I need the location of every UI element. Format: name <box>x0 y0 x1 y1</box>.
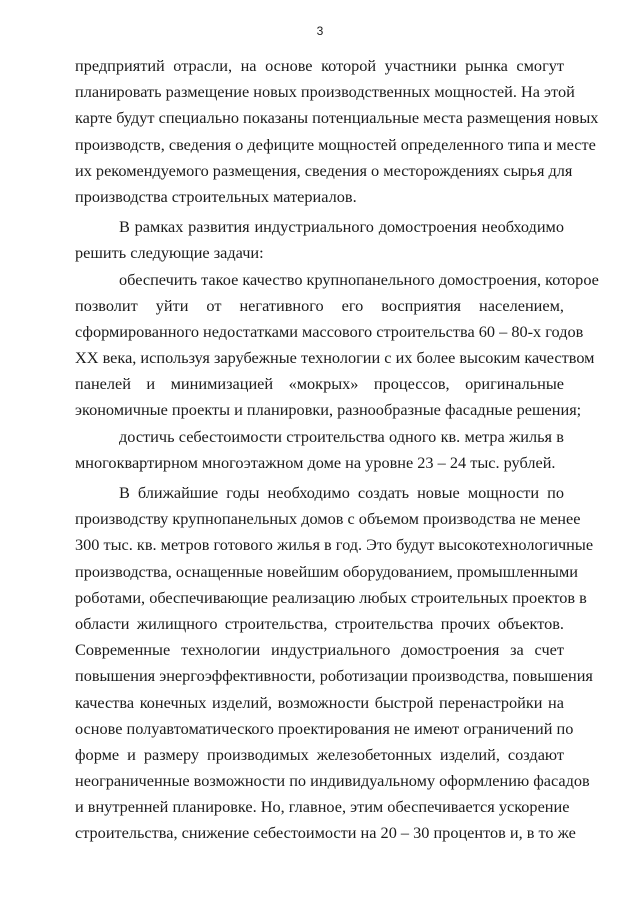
text-line: экономичные проекты и планировки, разнообразные фасадные решения; <box>75 400 582 420</box>
text-line: 300 тыс. кв. метров готового жилья в год. Это будут высокотехнологичные <box>75 535 594 555</box>
text-line: В ближайшие годы необходимо создать новые мощности по <box>119 483 564 502</box>
text-line: карте будут специально показаны потенциальные места размещения новых <box>75 108 599 128</box>
text-line: строительства, снижение себестоимости на 20 – 30 процентов и, в то же <box>75 823 576 843</box>
text-line: решить следующие задачи: <box>75 243 264 263</box>
text-line: планировать размещение новых производственных мощностей. На этой <box>75 82 575 102</box>
text-line: сформированного недостатками массового строительства 60 – 80-х годов <box>75 321 584 341</box>
text-line: панелей и минимизацией «мокрых» процессов, оригинальные <box>75 374 564 394</box>
body-text <box>75 53 599 847</box>
text-line: производству крупнопанельных домов с объемом производства не менее <box>75 509 581 529</box>
text-line: неограниченные возможности по индивидуальному оформлению фасадов <box>75 771 590 791</box>
text-line: форме и размеру производимых железобетонных изделий, создают <box>75 744 564 764</box>
text-line: и внутренней планировке. Но, главное, этим обеспечивается ускорение <box>75 797 570 817</box>
text-line: предприятий отрасли, на основе которой участники рынка смогут <box>75 56 564 75</box>
text-line: В рамках развития индустриального домостроения необходимо <box>119 217 564 237</box>
text-line: XX века, используя зарубежные технологии с их более высоким качеством <box>75 348 595 368</box>
text-line: многоквартирном многоэтажном доме на уровне 23 – 24 тыс. рублей. <box>75 452 556 472</box>
paragraph <box>75 214 564 266</box>
text-line: области жилищного строительства, строительства прочих объектов. <box>75 613 564 633</box>
text-line: производств, сведения о дефиците мощностей определенного типа и месте <box>75 134 596 154</box>
paragraph <box>75 267 599 424</box>
text-line: достичь себестоимости строительства одного кв. метра жилья в <box>119 426 564 446</box>
text-line: позволит уйти от негативного его восприятия населением, <box>75 295 564 315</box>
page-number: 3 <box>316 24 324 38</box>
text-line: их рекомендуемого размещения, сведения о месторождениях сырья для <box>75 160 573 180</box>
text-line: обеспечить такое качество крупнопанельного домостроения, которое <box>119 269 599 289</box>
paragraph <box>75 53 599 210</box>
text-line: роботами, обеспечивающие реализацию любых строительных проектов в <box>75 587 587 607</box>
text-line: повышения энергоэффективности, роботизации производства, повышения <box>75 666 593 686</box>
text-line: производства, оснащенные новейшим оборудованием, промышленными <box>75 561 579 581</box>
paragraph <box>75 424 564 476</box>
text-line: основе полуавтоматического проектирования не имеют ограничений по <box>75 718 574 738</box>
text-line: производства строительных материалов. <box>75 186 357 206</box>
text-line: Современные технологии индустриального домостроения за счет <box>75 640 564 660</box>
text-line: качества конечных изделий, возможности быстрой перенастройки на <box>75 692 564 712</box>
paragraph <box>75 480 594 847</box>
